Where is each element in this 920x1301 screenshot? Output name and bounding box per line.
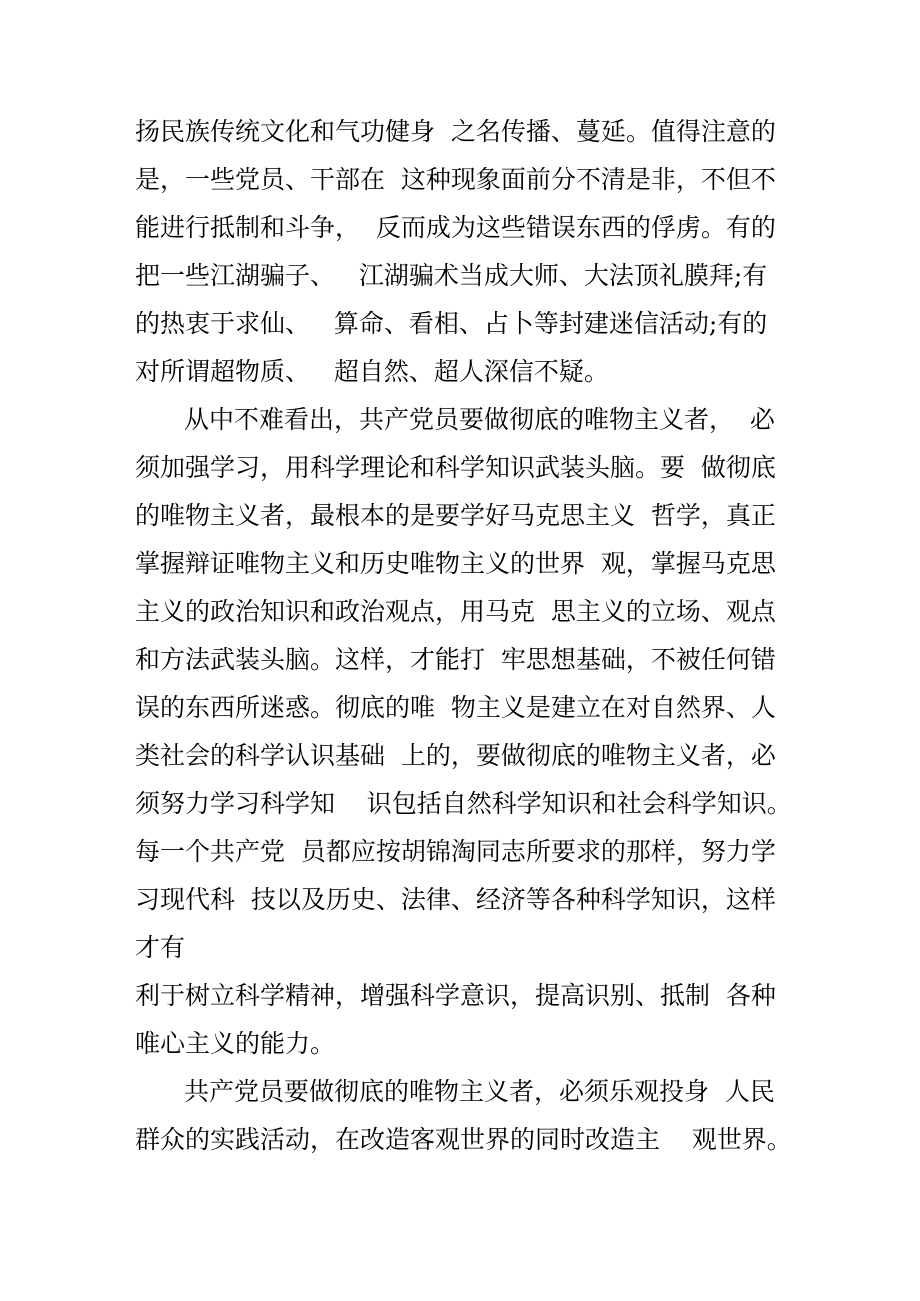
- text-line: 误的东西所迷惑。彻底的唯 物主义是建立在对自然界、人: [135, 693, 776, 722]
- text-line: 的热衷于求仙、 算命、看相、占卜等封建迷信活动;有的: [135, 309, 768, 338]
- text-line: 主义的政治知识和政治观点，用马克 思主义的立场、观点: [135, 597, 776, 626]
- document-body: [135, 108, 825, 1164]
- text-line: 把一些江湖骗子、 江湖骗术当成大师、大法顶礼膜拜;有: [135, 261, 768, 290]
- text-line: 掌握辩证唯物主义和历史唯物主义的世界 观，掌握马克思: [135, 549, 776, 578]
- text-line: 才有: [135, 933, 186, 962]
- text-line: 唯心主义的能力。: [135, 1029, 336, 1058]
- text-line: 对所谓超物质、 超自然、超人深信不疑。: [135, 357, 609, 386]
- text-line: 和方法武装头脑。这样，才能打 牢思想基础，不被任何错: [135, 645, 776, 674]
- text-line: 的唯物主义者，最根本的是要学好马克思主义 哲学，真正: [135, 501, 776, 530]
- text-line: 每一个共产党 员都应按胡锦淘同志所要求的那样，努力学: [135, 837, 776, 866]
- text-line: 利于树立科学精神，增强科学意识，提高识别、抵制 各种: [135, 981, 776, 1010]
- paragraph-start-line: 共产党员要做彻底的唯物主义者，必须乐观投身 人民: [184, 1077, 775, 1106]
- text-line: 扬民族传统文化和气功健身 之名传播、蔓延。值得注意的: [135, 117, 776, 146]
- text-line: 类社会的科学认识基础 上的，要做彻底的唯物主义者，必: [135, 741, 776, 770]
- text-line: 须加强学习，用科学理论和科学知识武装头脑。要 做彻底: [135, 453, 776, 482]
- paragraph-start-line: 从中不难看出，共产党员要做彻底的唯物主义者， 必: [184, 405, 775, 434]
- text-line: 须努力学习科学知 识包括自然科学知识和社会科学知识。: [135, 789, 792, 818]
- text-line: 是，一些党员、干部在 这种现象面前分不清是非，不但不: [135, 165, 776, 194]
- text-line: 习现代科 技以及历史、法律、经济等各种科学知识，这样: [135, 885, 776, 914]
- text-line: 能进行抵制和斗争， 反而成为这些错误东西的俘虏。有的: [135, 213, 776, 242]
- text-line: 群众的实践活动，在改造客观世界的同时改造主 观世界。: [135, 1125, 792, 1154]
